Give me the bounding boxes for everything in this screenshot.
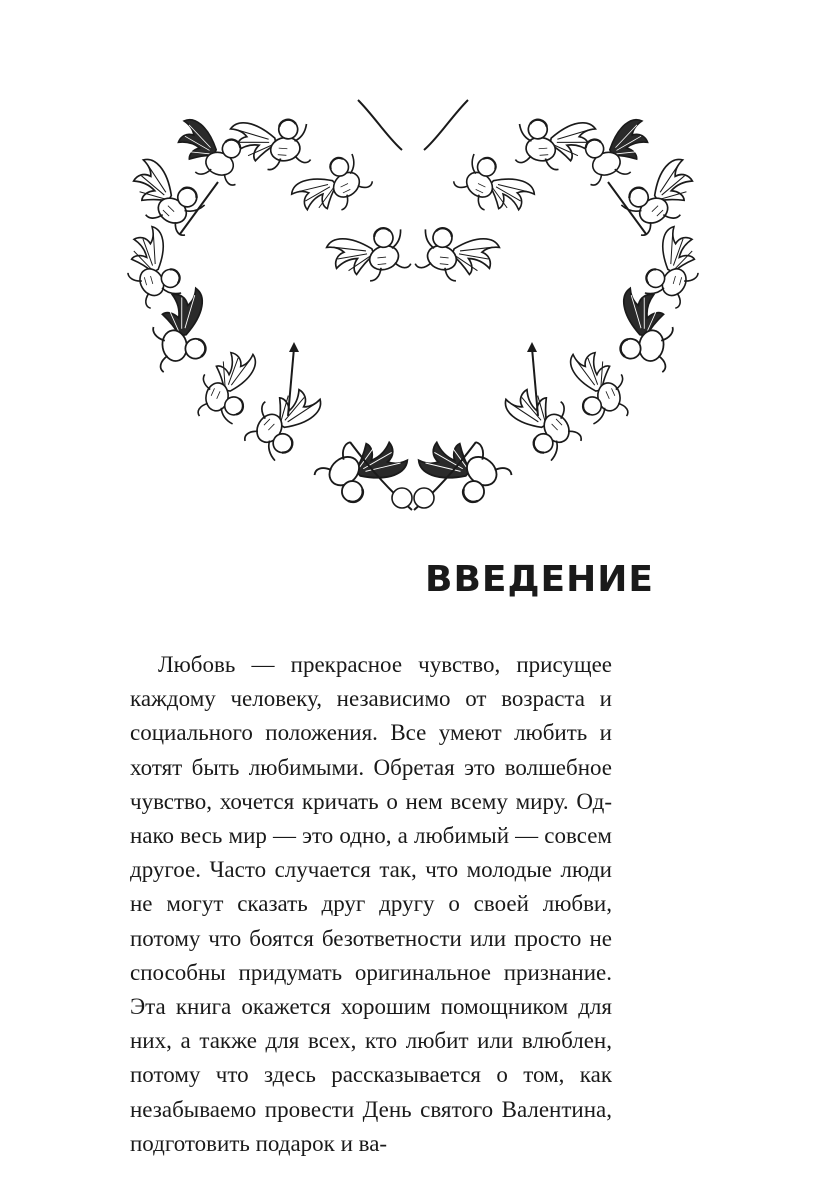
- body-paragraph: Любовь — прекрасное чувство, присущее каждому человеку, независимо от возраста и социального положения. Все умеют любить и хотят быть любимыми. Обретая это волшебное чувство, хочется кричать о нем всему миру. Однако весь мир — это одно, а любимый — совсем другое. Часто случается так, что молодые люди не могут сказать друг другу о своей любви, потому что боятся безответности или просто не способны придумать оригинальное признание. Эта книга окажется хорошим помощником для них, а также для всех, кто любит или влюблен, потому что здесь рассказывается о том, как незабываемо провести День святого Валентина, подготовить подарок и ва-: [130, 652, 612, 1156]
- heart-frame-right: [412, 112, 708, 516]
- chapter-title: ВВЕДЕНИЕ: [425, 559, 654, 600]
- heart-frame-left: [118, 112, 414, 516]
- cherub-heart-frame-icon: [118, 86, 708, 526]
